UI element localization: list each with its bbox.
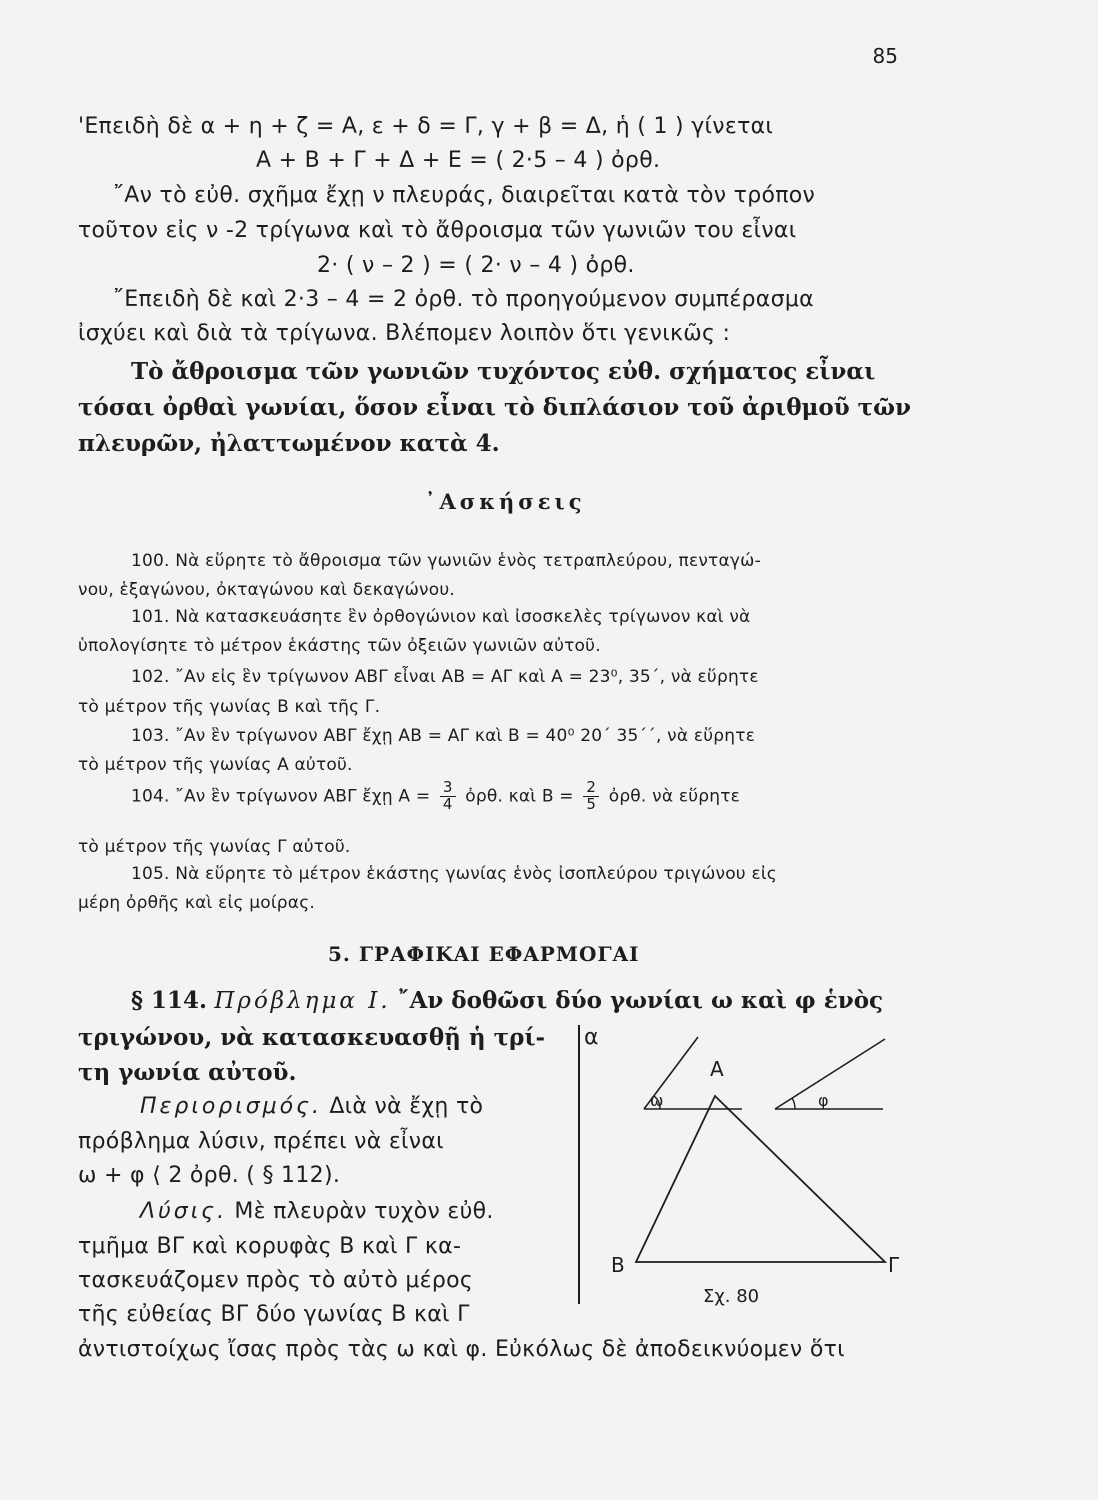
theorem-line-2: τόσαι ὀρθαὶ γωνίαι, ὅσον εἶναι τὸ διπλάσιον τοῦ ἀριθμοῦ τῶν <box>78 394 912 421</box>
figure-label-phi: φ <box>818 1091 829 1110</box>
intro-equation-2: 2· ( ν – 2 ) = ( 2· ν – 4 ) ὀρθ. <box>317 253 635 278</box>
exercise-102-line-1: 102. ῎Αν εἰς ἓν τρίγωνον ΑΒΓ εἶναι ΑΒ = ΑΓ καὶ Α = 23⁰, 35΄, νὰ εὕρητε <box>131 667 759 687</box>
figure-label-vertex-b: Β <box>611 1253 625 1277</box>
intro-line-3: ῎Αν τὸ εὐθ. σχῆμα ἔχῃ ν πλευράς, διαιρεῖται κατὰ τὸν τρόπον <box>113 183 816 208</box>
solution-line-7: τῆς εὐθείας ΒΓ δύο γωνίας Β καὶ Γ <box>78 1302 470 1327</box>
problem-line-3: τη γωνία αὐτοῦ. <box>78 1059 297 1086</box>
solution-text: Μὲ πλευρὰν τυχὸν εὐθ. <box>234 1199 494 1224</box>
fraction-two-fifths <box>583 780 599 813</box>
figure-caption: Σχ. 80 <box>703 1286 760 1307</box>
page-number: 85 <box>872 44 898 68</box>
fraction-numerator: 2 <box>583 780 599 797</box>
exercise-104-prefix: 104. ῎Αν ἓν τρίγωνον ΑΒΓ ἔχῃ Α = <box>131 786 431 807</box>
triangle-abg <box>636 1096 885 1262</box>
solution-line-2: πρόβλημα λύσιν, πρέπει νὰ εἶναι <box>78 1129 444 1154</box>
solution-line-3: ω + φ ⟨ 2 ὀρθ. ( § 112). <box>78 1163 341 1188</box>
exercise-104-line-1 <box>131 780 740 813</box>
angle-phi-arc <box>792 1098 795 1109</box>
solution-line-4 <box>140 1199 494 1224</box>
solution-line-6: τασκευάζομεν πρὸς τὸ αὐτὸ μέρος <box>78 1268 474 1293</box>
exercise-103-line-2: τὸ μέτρον τῆς γωνίας Α αὐτοῦ. <box>78 755 353 775</box>
problem-statement-start: ῎Αν δοθῶσι δύο γωνίαι ω καὶ φ ἑνὸς <box>397 987 884 1014</box>
theorem-line-3: πλευρῶν, ἠλαττωμένον κατὰ 4. <box>78 430 500 457</box>
figure-label-alpha: α <box>584 1025 599 1050</box>
intro-line-7: ἰσχύει καὶ διὰ τὰ τρίγωνα. Βλέπομεν λοιπὸν ὅτι γενικῶς : <box>78 321 731 346</box>
problem-number: § 114. <box>131 987 208 1014</box>
exercise-105-line-1: 105. Νὰ εὕρητε τὸ μέτρον ἑκάστης γωνίας ἑνὸς ἰσοπλεύρου τριγώνου εἰς <box>131 864 777 884</box>
restriction-label: Περιορισμός. <box>140 1094 323 1119</box>
figure-label-vertex-a: Α <box>710 1057 724 1081</box>
problem-line-2: τριγώνου, νὰ κατασκευασθῇ ἡ τρί- <box>78 1024 546 1051</box>
intro-equation-1: Α + Β + Γ + Δ + Ε = ( 2·5 – 4 ) ὀρθ. <box>256 148 661 173</box>
figure-80 <box>570 1010 920 1330</box>
solution-line-1 <box>140 1094 483 1119</box>
solution-line-8: ἀντιστοίχως ἴσας πρὸς τὰς ω καὶ φ. Εὐκόλως δὲ ἀποδεικνύομεν ὅτι <box>78 1337 845 1362</box>
exercise-103-line-1: 103. ῎Αν ἓν τρίγωνον ΑΒΓ ἔχῃ ΑΒ = ΑΓ καὶ Β = 40⁰ 20΄ 35΄΄, νὰ εὕρητε <box>131 726 756 746</box>
figure-label-vertex-g: Γ <box>888 1253 900 1277</box>
fraction-denominator: 4 <box>442 794 453 813</box>
exercise-100-line-2: νου, ἑξαγώνου, ὀκταγώνου καὶ δεκαγώνου. <box>78 580 455 600</box>
theorem-line-1: Τὸ ἄθροισμα τῶν γωνιῶν τυχόντος εὐθ. σχήματος εἶναι <box>131 358 876 385</box>
solution-line-5: τμῆμα ΒΓ καὶ κορυφὰς Β καὶ Γ κα- <box>78 1234 462 1259</box>
fraction-three-quarters <box>440 780 456 813</box>
intro-line-6: ῎Επειδὴ δὲ καὶ 2·3 – 4 = 2 ὀρθ. τὸ προηγούμενον συμπέρασμα <box>113 287 814 312</box>
solution-label: Λύσις. <box>140 1199 228 1224</box>
figure-label-omega: ω <box>650 1091 664 1110</box>
exercise-101-line-2: ὑπολογίσητε τὸ μέτρον ἑκάστης τῶν ὀξειῶν γωνιῶν αὐτοῦ. <box>78 636 601 656</box>
section-title: 5. ΓΡΑΦΙΚΑΙ ΕΦΑΡΜΟΓΑΙ <box>328 942 640 966</box>
intro-line-4: τοῦτον εἰς ν -2 τρίγωνα καὶ τὸ ἄθροισμα τῶν γωνιῶν του εἶναι <box>78 218 797 243</box>
exercise-104-middle: ὀρθ. καὶ Β = <box>465 786 574 807</box>
fraction-denominator: 5 <box>586 794 597 813</box>
problem-label: Πρόβλημα Ι. <box>214 988 391 1014</box>
exercise-104-suffix: ὀρθ. νὰ εὕρητε <box>608 786 741 807</box>
exercise-105-line-2: μέρη ὀρθῆς καὶ εἰς μοίρας. <box>78 893 315 913</box>
restriction-text: Διὰ νὰ ἔχῃ τὸ <box>329 1094 484 1119</box>
exercise-100-line-1: 100. Νὰ εὕρητε τὸ ἄθροισμα τῶν γωνιῶν ἑνὸς τετραπλεύρου, πενταγώ- <box>131 551 761 571</box>
exercise-101-line-1: 101. Νὰ κατασκευάσητε ἓν ὀρθογώνιον καὶ ἰσοσκελὲς τρίγωνον καὶ νὰ <box>131 607 751 627</box>
exercise-104-line-2: τὸ μέτρον τῆς γωνίας Γ αὐτοῦ. <box>78 837 351 857</box>
fraction-numerator: 3 <box>440 780 456 797</box>
exercise-102-line-2: τὸ μέτρον τῆς γωνίας Β καὶ τῆς Γ. <box>78 697 381 717</box>
exercises-heading: ᾿Ασκήσεις <box>425 489 586 514</box>
intro-line-1: 'Επειδὴ δὲ α + η + ζ = Α, ε + δ = Γ, γ + β = Δ, ἡ ( 1 ) γίνεται <box>78 114 774 139</box>
